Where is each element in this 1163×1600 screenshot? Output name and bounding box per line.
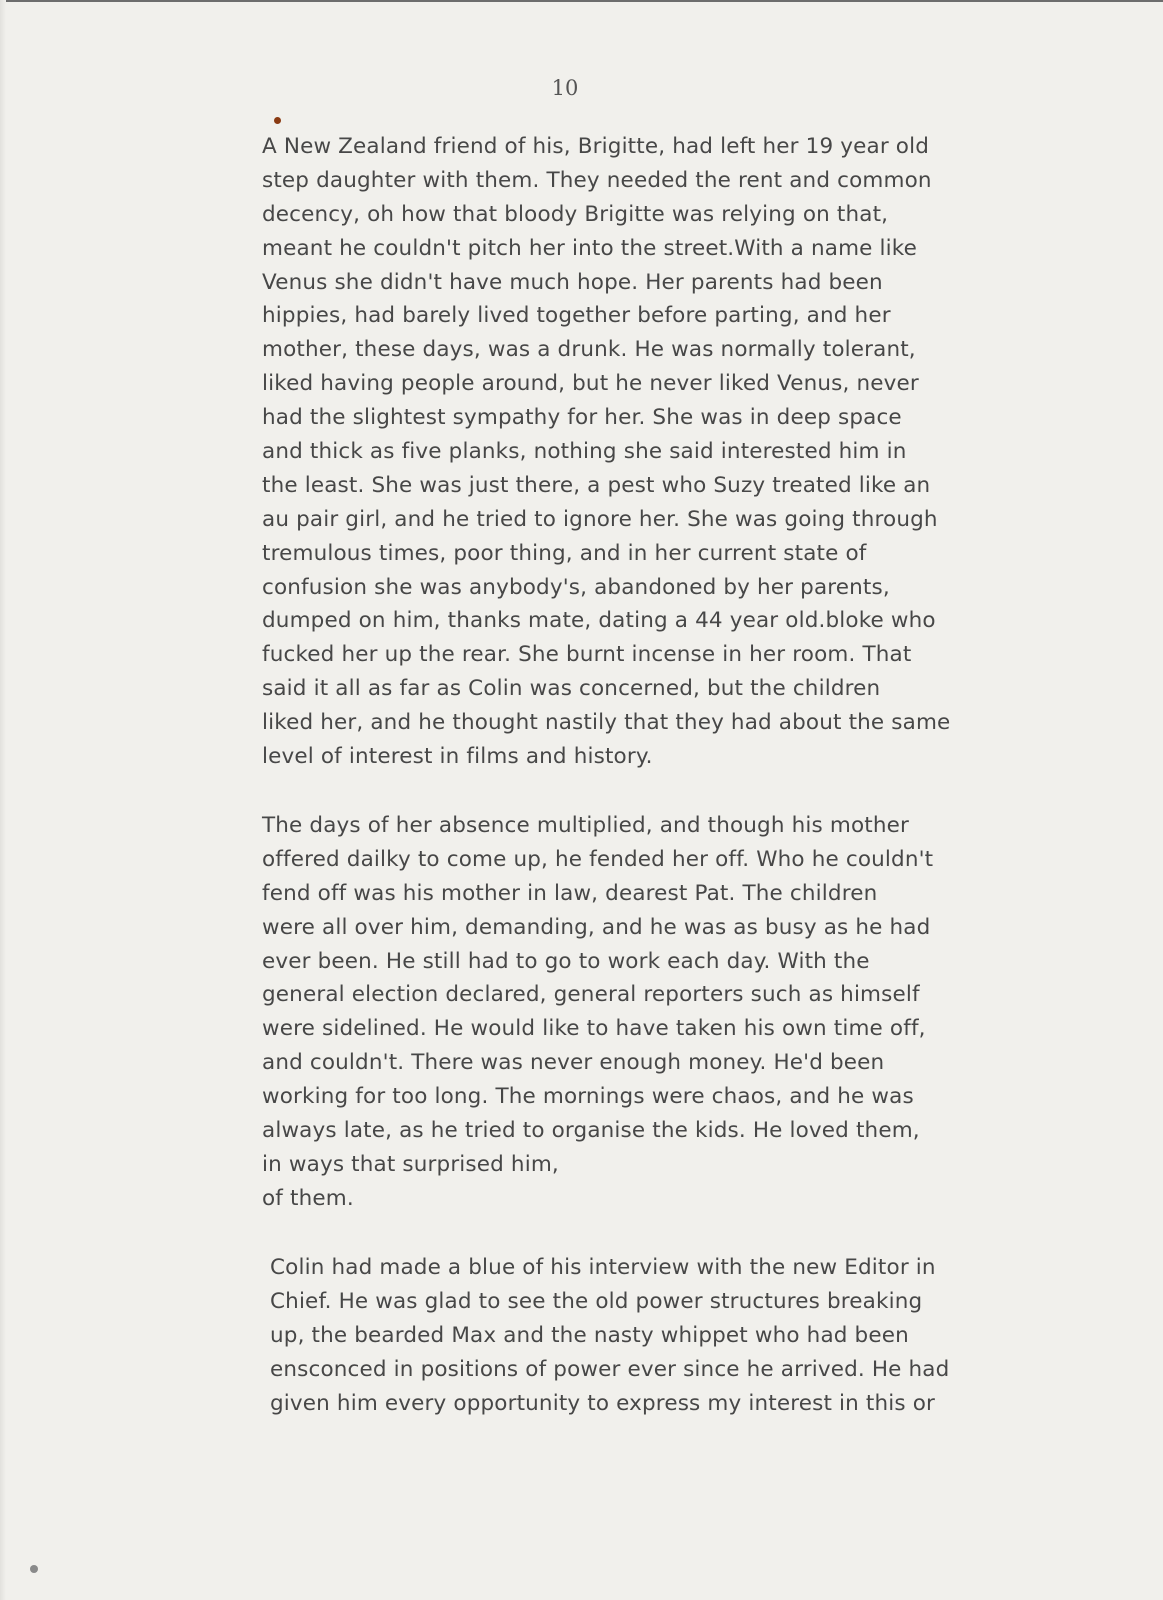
text-line: of them.: [262, 1185, 354, 1211]
text-line: liked her, and he thought nastily that they had about the same: [262, 710, 951, 736]
paragraph-2: [262, 809, 933, 1216]
text-line: the least. She was just there, a pest who Suzy treated like an: [262, 472, 931, 498]
scan-border-top: [0, 0, 1163, 2]
text-line: were all over him, demanding, and he was as busy as he had: [262, 914, 931, 940]
text-line: always late, as he tried to organise the kids. He loved them,: [262, 1118, 920, 1144]
text-line: decency, oh how that bloody Brigitte was relying on that,: [262, 201, 889, 227]
text-line: hippies, had barely lived together before parting, and her: [262, 303, 891, 329]
scan-speck: [30, 1565, 38, 1573]
text-line: Venus she didn't have much hope. Her parents had been: [262, 269, 883, 295]
text-line: The days of her absence multiplied, and though his mother: [262, 813, 909, 838]
text-line: had the slightest sympathy for her. She was in deep space: [262, 405, 902, 431]
paragraph-3: [270, 1251, 949, 1420]
text-line: given him every opportunity to express my interest in this or: [270, 1390, 936, 1416]
text-line: fend off was his mother in law, dearest Pat. The children: [262, 880, 878, 906]
text-line: and couldn't. There was never enough money. He'd been: [262, 1050, 885, 1076]
text-line: and thick as five planks, nothing she said interested him in: [262, 439, 907, 465]
text-line: in ways that surprised him,: [262, 1151, 559, 1177]
text-line: liked having people around, but he never liked Venus, never: [262, 371, 919, 397]
text-line: level of interest in films and history.: [262, 744, 653, 770]
text-line: step daughter with them. They needed the rent and common: [262, 167, 932, 193]
text-line: general election declared, general reporters such as himself: [262, 982, 920, 1008]
text-line: ever been. He still had to go to work each day. With the: [262, 948, 870, 974]
text-line: ensconced in positions of power ever since he arrived. He had: [270, 1356, 950, 1382]
text-line: dumped on him, thanks mate, dating a 44 year old.bloke who: [262, 608, 936, 634]
text-line: said it all as far as Colin was concerned, but the children: [262, 676, 881, 702]
text-line: Chief. He was glad to see the old power structures breaking: [270, 1288, 923, 1314]
text-line: confusion she was anybody's, abandoned by her parents,: [262, 574, 890, 600]
scan-border-left: [0, 0, 6, 1600]
ink-speck: [274, 117, 281, 124]
text-line: working for too long. The mornings were chaos, and he was: [262, 1084, 914, 1110]
text-line: were sidelined. He would like to have taken his own time off,: [262, 1016, 926, 1042]
text-line: offered dailky to come up, he fended her off. Who he couldn't: [262, 846, 934, 872]
text-line: A New Zealand friend of his, Brigitte, had left her 19 year old: [262, 134, 930, 159]
text-line: meant he couldn't pitch her into the street.With a name like: [262, 235, 917, 261]
text-line: mother, these days, was a drunk. He was normally tolerant,: [262, 337, 916, 363]
text-line: Colin had made a blue of his interview with the new Editor in: [270, 1255, 936, 1280]
text-line: au pair girl, and he tried to ignore her. She was going through: [262, 506, 938, 532]
text-line: tremulous times, poor thing, and in her current state of: [262, 540, 867, 566]
text-line: up, the bearded Max and the nasty whippet who had been: [270, 1322, 909, 1348]
text-line: fucked her up the rear. She burnt incense in her room. That: [262, 642, 912, 668]
paragraph-1: [262, 130, 950, 774]
page-number: 10: [551, 76, 579, 100]
